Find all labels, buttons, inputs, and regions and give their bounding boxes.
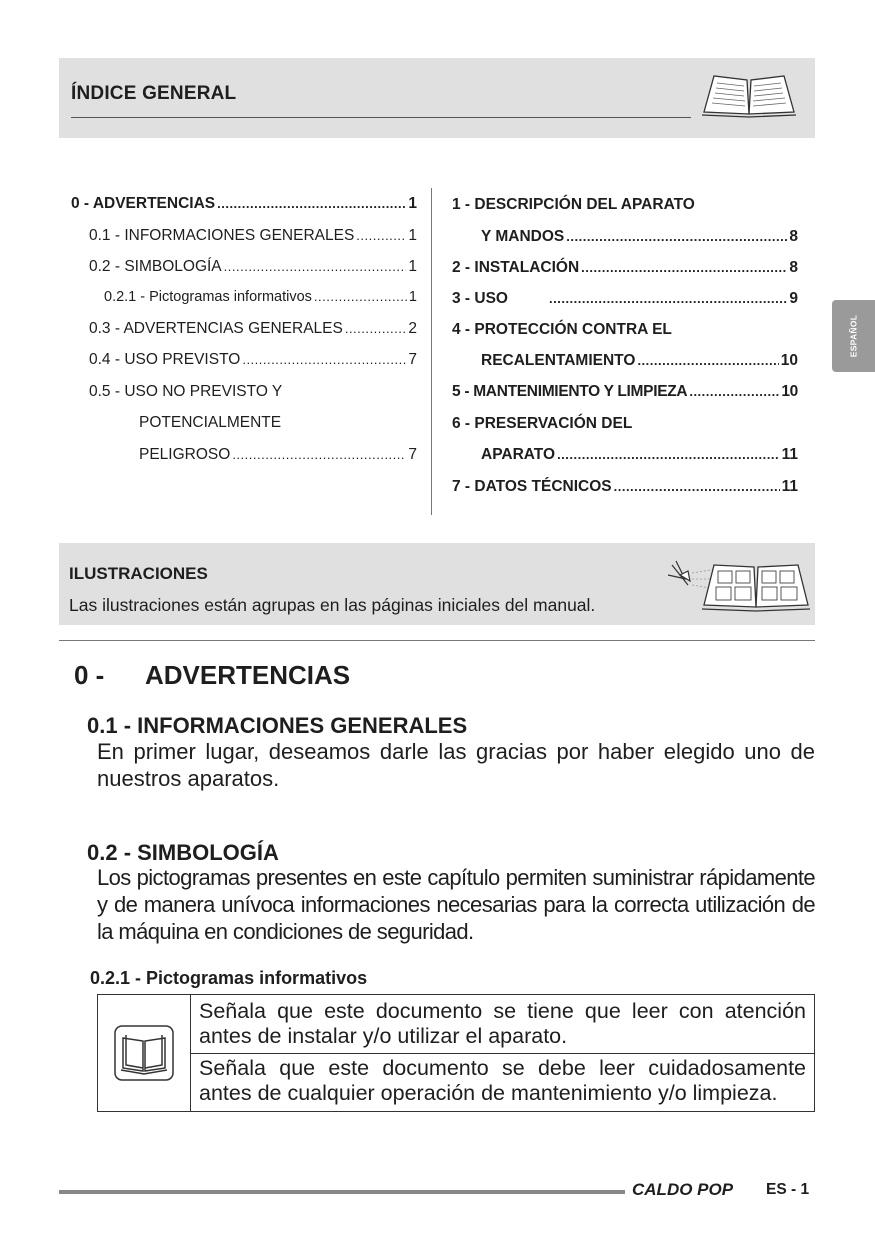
section-rule — [59, 640, 815, 641]
pictogram-description: Señala que este documento se debe leer cuidadosamente antes de cualquier operación de mantenimiento y/o limpieza. — [199, 1056, 806, 1105]
toc-divider — [431, 188, 432, 515]
table-row-divider — [191, 1053, 815, 1054]
illustrations-title: ILUSTRACIONES — [69, 564, 208, 583]
subsection-text: En primer lugar, deseamos darle las gracias por haber elegido uno de nuestros aparatos. — [97, 739, 815, 791]
toc-entry[interactable]: RECALENTAMIENTO ..... 10 — [481, 352, 798, 370]
toc-entry[interactable]: 0.3 - ADVERTENCIAS GENERALES ..... 2 — [89, 320, 417, 338]
illustrated-book-icon — [666, 557, 811, 613]
read-manual-icon — [113, 1024, 175, 1082]
header-rule — [71, 117, 691, 118]
toc-entry[interactable]: 0.1 - INFORMACIONES GENERALES ..... 1 — [89, 227, 417, 245]
illustrations-text: Las ilustraciones están agrupas en las páginas iniciales del manual. — [69, 595, 596, 615]
toc-entry[interactable]: 4 - PROTECCIÓN CONTRA EL — [452, 321, 672, 338]
pictogram-description: Señala que este documento se tiene que leer con atención antes de instalar y/o utilizar el aparato. — [199, 999, 806, 1048]
toc-entry[interactable]: 1 - DESCRIPCIÓN DEL APARATO — [452, 196, 695, 213]
toc-entry[interactable]: 0.2.1 - Pictogramas informativos ..... 1 — [104, 289, 417, 305]
section-number: 0 - — [74, 660, 105, 690]
footer-brand: CALDO POP — [632, 1180, 734, 1199]
toc-entry[interactable]: 7 - DATOS TÉCNICOS ..... 11 — [452, 478, 798, 496]
subsubsection-title: 0.2.1 - Pictogramas informativos — [90, 968, 368, 988]
toc-entry[interactable]: 2 - INSTALACIÓN ..... 8 — [452, 259, 798, 277]
toc-entry[interactable]: PELIGROSO ..... 7 — [139, 446, 417, 464]
subsection-title: 0.2 - SIMBOLOGÍA — [87, 840, 279, 865]
toc-entry[interactable]: APARATO ..... 11 — [481, 446, 798, 464]
language-tab-label: ESPAÑOL — [848, 314, 859, 358]
footer-rule — [59, 1190, 625, 1194]
toc-entry[interactable]: POTENCIALMENTE — [139, 414, 282, 431]
section-title: ADVERTENCIAS — [145, 660, 351, 690]
toc-entry[interactable]: 0.5 - USO NO PREVISTO Y — [89, 383, 283, 400]
open-book-icon — [700, 68, 798, 118]
toc-entry[interactable]: 6 - PRESERVACIÓN DEL — [452, 415, 633, 432]
toc-entry[interactable]: 0.2 - SIMBOLOGÍA ..... 1 — [89, 258, 417, 276]
subsection-title: 0.1 - INFORMACIONES GENERALES — [87, 713, 468, 738]
index-title: ÍNDICE GENERAL — [71, 83, 237, 104]
toc-entry[interactable]: Y MANDOS ..... 8 — [481, 228, 798, 246]
toc-entry[interactable]: 0 - ADVERTENCIAS ..... 1 — [71, 195, 417, 213]
toc-entry[interactable]: 5 - MANTENIMIENTO Y LIMPIEZA ..... 10 — [452, 383, 798, 401]
toc-entry[interactable]: 3 - USO ..... 9 — [452, 290, 798, 308]
page-number: ES - 1 — [766, 1181, 810, 1198]
toc-entry[interactable]: 0.4 - USO PREVISTO ..... 7 — [89, 351, 417, 369]
subsection-text: Los pictogramas presentes en este capítulo permiten suministrar rápidamente y de manera unívoca informaciones necesarias para la correcta utilización de la máquina en condiciones de seguridad. — [97, 865, 815, 944]
